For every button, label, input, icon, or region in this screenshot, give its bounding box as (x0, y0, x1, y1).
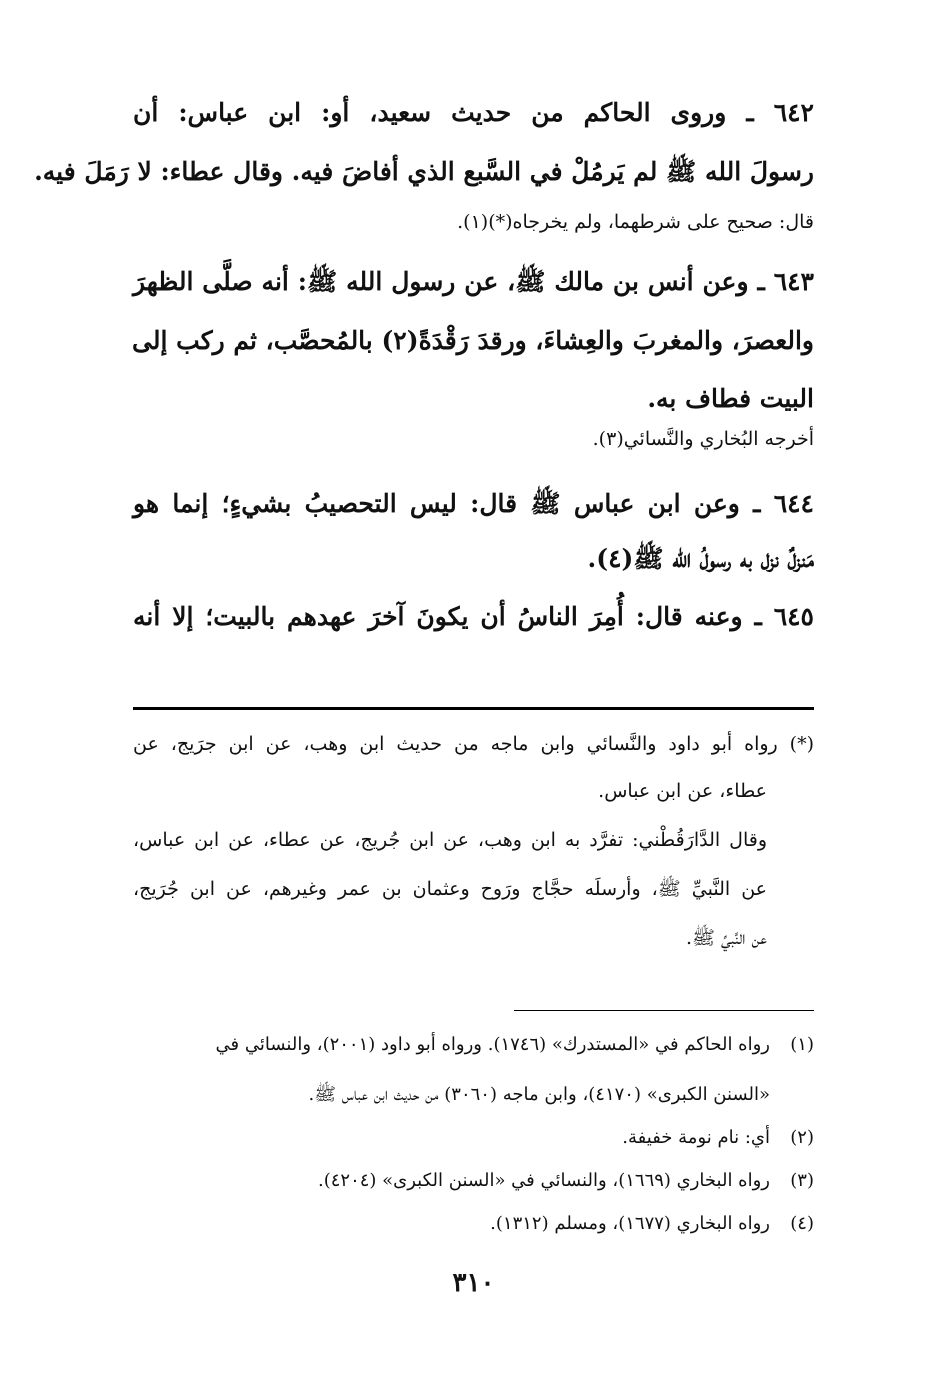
hadith-644-line-1: ٦٤٤ ـ وعن ابن عباس ﷺ قال: ليس التحصيبُ بشيءٍ؛ إنما هو (133, 489, 814, 518)
hadith-643-line-2: والعصرَ، والمغربَ والعِشاءَ، ورقدَ رَقْدَةً(٢) بالمُحصَّب، ثم ركب إلى (132, 326, 814, 355)
footnote-3 (318, 1170, 814, 1191)
page-number: ٣١٠ (452, 1268, 495, 1298)
hadith-643-line-3: البيت فطاف به. (647, 384, 814, 413)
footnote-divider (514, 1010, 814, 1011)
hadith-642-grading: قال: صحيح على شرطهما، ولم يخرجاه(*)(١). (457, 211, 814, 233)
star-note-line-4: عن النَّبيِّ ﷺ، وأرسلَه حجَّاج ورَوح وعثمان بن عمر وغيرهم، عن ابن جُرَيج، (133, 878, 767, 900)
footnote-4-text: رواه البخاري (١٦٧٧)، ومسلم (١٣١٢). (490, 1213, 770, 1234)
star-note-line-1: (*) رواه أبو داود والنَّسائي وابن ماجه من حديث ابن وهب، عن ابن جرَيج، عن (133, 733, 814, 755)
hadith-644-line-2: مَنزلٌ نزل به رسولُ الله ﷺ(٤). (587, 544, 814, 573)
footnote-4-number: (٤) (790, 1213, 814, 1234)
hadith-642-line-2: رسولَ الله ﷺ لم يَرمُلْ في السَّبع الذي أفاضَ فيه. وقال عطاء: لا رَمَلَ فيه. (34, 157, 814, 186)
footnote-1-line-1: رواه الحاكم في «المستدرك» (١٧٤٦). ورواه أبو داود (٢٠٠١)، والنسائي في (215, 1034, 770, 1055)
hadith-643-source: أخرجه البُخاري والنَّسائي(٣). (592, 428, 814, 450)
hadith-643-line-1: ٦٤٣ ـ وعن أنس بن مالك ﷺ، عن رسول الله ﷺ: أنه صلَّى الظهرَ (133, 267, 814, 296)
footnote-2-number: (٢) (790, 1127, 814, 1148)
footnote-1-line-2: «السنن الكبرى» (٤١٧٠)، وابن ماجه (٣٠٦٠) من حديث ابن عباس ﷺ. (308, 1084, 770, 1105)
star-note-line-3: وقال الدَّارَقُطْني: تفرَّد به ابن وهب، عن ابن جُريج، عن عطاء، عن ابن عباس، (133, 829, 767, 851)
footnote-3-number: (٣) (790, 1170, 814, 1191)
footnote-2 (622, 1127, 814, 1148)
star-note-line-5: عن النَّبيِّ ﷺ. (685, 927, 767, 949)
footnote-4 (490, 1213, 814, 1234)
footnote-1 (133, 1034, 814, 1055)
footnote-3-text: رواه البخاري (١٦٦٩)، والنسائي في «السنن الكبرى» (٤٢٠٤). (317, 1170, 770, 1191)
footnote-2-text: أي: نام نومة خفيفة. (622, 1127, 770, 1148)
section-divider (133, 707, 814, 710)
star-note-line-2: عطاء، عن ابن عباس. (598, 780, 767, 802)
hadith-645-line-1: ٦٤٥ ـ وعنه قال: أُمِرَ الناسُ أن يكونَ آخرَ عهدهم بالبيت؛ إلا أنه (133, 602, 814, 631)
hadith-642-line-1: ٦٤٢ ـ وروى الحاكم من حديث سعيد، أو: ابن عباس: أن (133, 98, 814, 127)
footnote-1-number: (١) (790, 1034, 814, 1055)
